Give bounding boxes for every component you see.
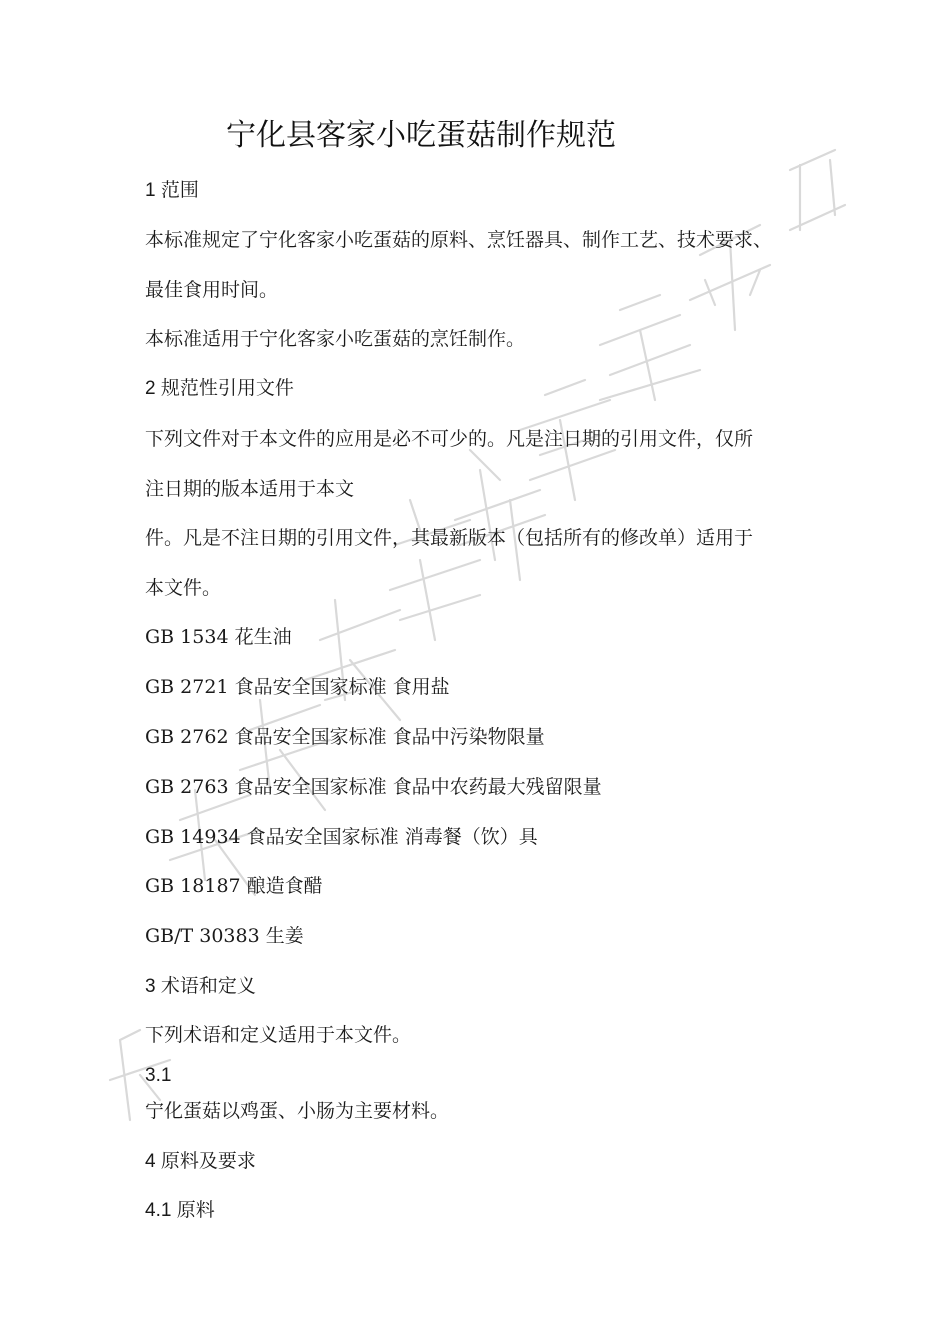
paragraph-line: 注日期的版本适用于本文 — [145, 478, 355, 500]
paragraph-line: 最佳食用时间。 — [145, 279, 279, 301]
section-heading: 3 术语和定义 — [145, 976, 256, 997]
reference-item: GB 2763 食品安全国家标准 食品中农药最大残留限量 — [145, 776, 602, 798]
paragraph-line: 本文件。 — [145, 577, 222, 599]
reference-item: GB 1534 花生油 — [145, 626, 292, 648]
subsection-number: 3.1 — [145, 1065, 172, 1086]
reference-item: GB 14934 食品安全国家标准 消毒餐（饮）具 — [145, 826, 538, 848]
paragraph-line: 件。凡是不注日期的引用文件，其最新版本（包括所有的修改单）适用于 — [145, 527, 754, 549]
section-heading: 2 规范性引用文件 — [145, 378, 294, 399]
paragraph-line: 下列文件对于本文件的应用是必不可少的。凡是注日期的引用文件，仅所 — [145, 428, 754, 450]
reference-item: GB 2721 食品安全国家标准 食用盐 — [145, 676, 450, 698]
reference-item: GB 2762 食品安全国家标准 食品中污染物限量 — [145, 726, 545, 748]
section-heading: 4 原料及要求 — [145, 1151, 256, 1172]
paragraph-line: 宁化蛋菇以鸡蛋、小肠为主要材料。 — [145, 1100, 450, 1122]
reference-item: GB 18187 酿造食醋 — [145, 875, 323, 897]
reference-item: GB/T 30383 生姜 — [145, 925, 304, 947]
paragraph-line: 本标准适用于宁化客家小吃蛋菇的烹饪制作。 — [145, 328, 526, 350]
paragraph-line: 本标准规定了宁化客家小吃蛋菇的原料、烹饪器具、制作工艺、技术要求、 — [145, 229, 773, 251]
paragraph-line: 下列术语和定义适用于本文件。 — [145, 1024, 412, 1046]
document-title: 宁化县客家小吃蛋菇制作规范 — [226, 118, 616, 153]
subsection-heading: 4.1 原料 — [145, 1200, 215, 1221]
section-heading: 1 范围 — [145, 180, 199, 201]
